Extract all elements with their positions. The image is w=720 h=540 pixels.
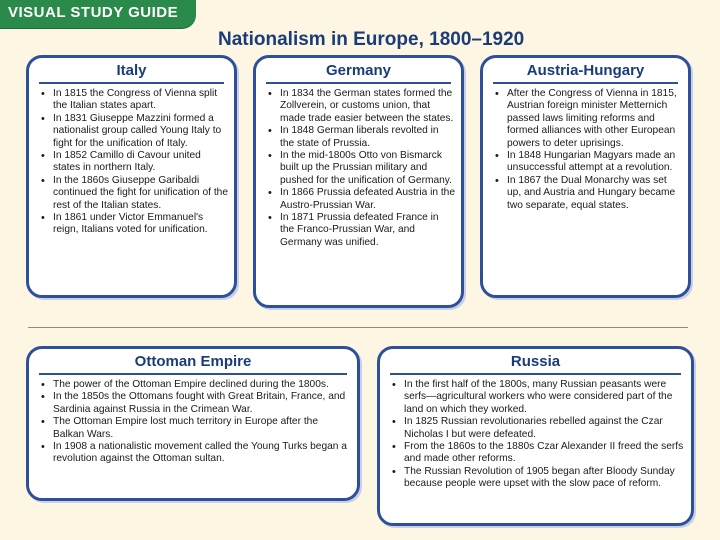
list-item: • In 1861 under Victor Emmanuel's reign, Italians voted for unification. <box>37 212 228 237</box>
list-item: • In 1834 the German states formed the Zollverein, or customs union, that made trade easier between the states. <box>264 88 455 125</box>
italy-box <box>26 55 237 298</box>
ottoman-empire-list <box>37 379 351 466</box>
austria-hungary-list <box>491 88 682 212</box>
italy-title: Italy <box>39 62 224 84</box>
list-item: • In 1825 Russian revolutionaries rebelled against the Czar Nicholas I but were defeated. <box>388 416 685 441</box>
list-item: • In 1815 the Congress of Vienna split the Italian states apart. <box>37 88 228 113</box>
list-item: • In 1852 Camillo di Cavour united states in northern Italy. <box>37 150 228 175</box>
list-item: • From the 1860s to the 1880s Czar Alexander II freed the serfs and made other reforms. <box>388 441 685 466</box>
section-divider <box>28 327 688 328</box>
list-item: • In the 1850s the Ottomans fought with Great Britain, France, and Sardinia against Russia in the Crimean War. <box>37 391 351 416</box>
italy-list <box>37 88 228 237</box>
austria-hungary-box <box>480 55 691 298</box>
germany-box <box>253 55 464 308</box>
list-item: • In 1848 German liberals revolted in the state of Prussia. <box>264 125 455 150</box>
list-item: • The power of the Ottoman Empire declined during the 1800s. <box>37 379 351 391</box>
list-item: • In the first half of the 1800s, many Russian peasants were serfs—agricultural workers who were considered part of the land on which they worked. <box>388 379 685 416</box>
austria-hungary-title: Austria-Hungary <box>493 62 678 84</box>
russia-list <box>388 379 685 491</box>
list-item: • In the 1860s Giuseppe Garibaldi continued the fight for unification of the rest of the Italian states. <box>37 175 228 212</box>
list-item: • In 1908 a nationalistic movement called the Young Turks began a revolution against the Ottoman sultan. <box>37 441 351 466</box>
list-item: • In 1867 the Dual Monarchy was set up, and Austria and Hungary became two separate, equal states. <box>491 175 682 212</box>
list-item: • In 1831 Giuseppe Mazzini formed a nationalist group called Young Italy to fight for the unification of Italy. <box>37 113 228 150</box>
germany-list <box>264 88 455 249</box>
russia-box <box>377 346 694 526</box>
list-item: • The Russian Revolution of 1905 began after Bloody Sunday because people were upset with the slow pace of reform. <box>388 466 685 491</box>
list-item: • In 1848 Hungarian Magyars made an unsuccessful attempt at a revolution. <box>491 150 682 175</box>
germany-title: Germany <box>266 62 451 84</box>
list-item: • In 1871 Prussia defeated France in the Franco-Prussian War, and Germany was unified. <box>264 212 455 249</box>
list-item: • In the mid-1800s Otto von Bismarck built up the Prussian military and pushed for the unification of Germany. <box>264 150 455 187</box>
list-item: • The Ottoman Empire lost much territory in Europe after the Balkan Wars. <box>37 416 351 441</box>
list-item: • After the Congress of Vienna in 1815, Austrian foreign minister Metternich passed laws limiting reforms and formed alliances with other European powers to deter uprisings. <box>491 88 682 150</box>
ottoman-empire-title: Ottoman Empire <box>39 353 347 375</box>
russia-title: Russia <box>390 353 681 375</box>
banner-label: VISUAL STUDY GUIDE <box>8 4 179 21</box>
guide-banner <box>0 0 196 28</box>
ottoman-empire-box <box>26 346 360 501</box>
list-item: • In 1866 Prussia defeated Austria in the Austro-Prussian War. <box>264 187 455 212</box>
page-title: Nationalism in Europe, 1800–1920 <box>218 29 525 50</box>
